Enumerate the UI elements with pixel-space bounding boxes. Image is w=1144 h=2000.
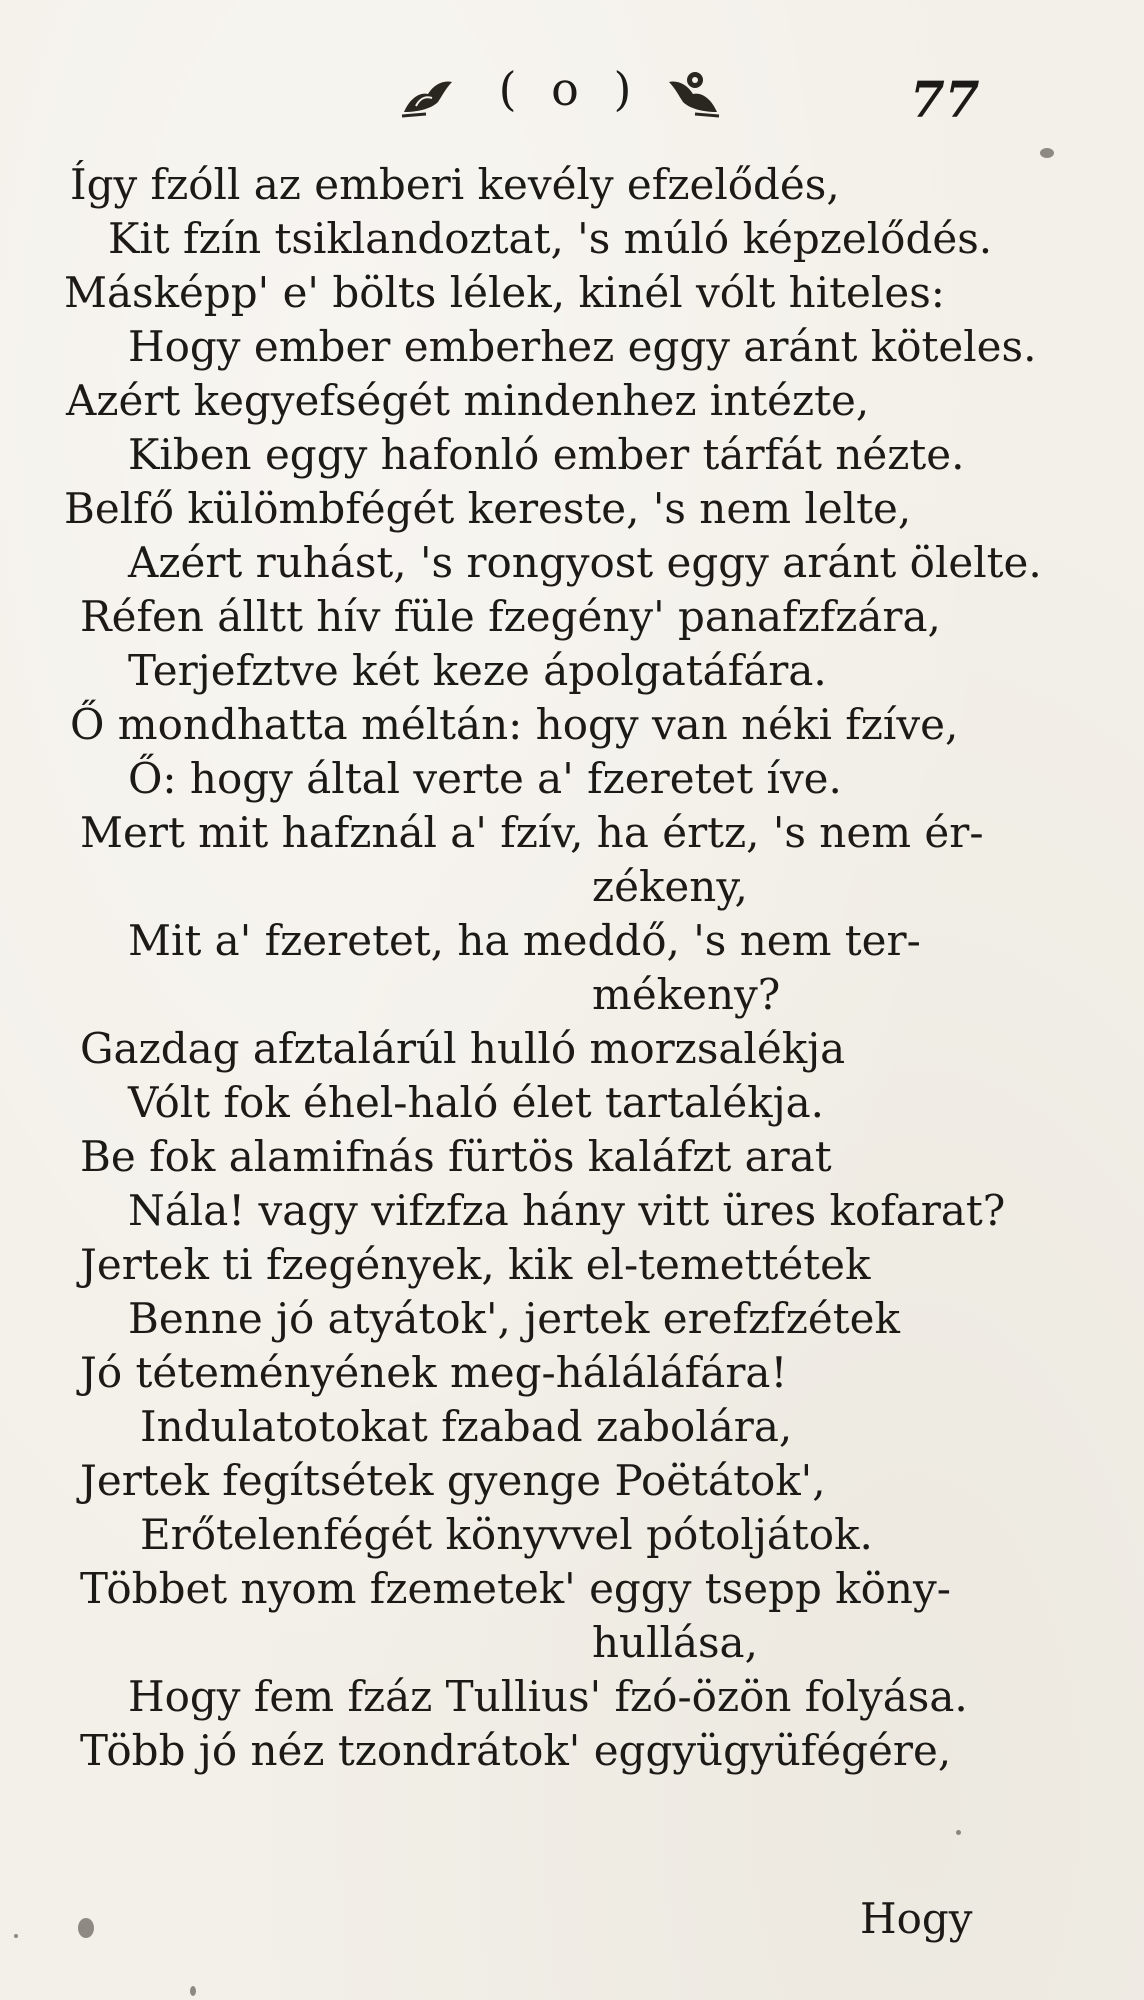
poem-line: Több jó néz tzondrátok' eggyügyüfégére, <box>80 1726 952 1775</box>
poem-line: zékeny, <box>592 862 748 911</box>
poem-line: Hogy fem fzáz Tullius' fzó-özön folyása. <box>128 1672 968 1721</box>
page-header <box>0 62 1144 142</box>
poem-line: Kiben eggy hafonló ember tárfát nézte. <box>128 430 965 479</box>
poem-line: Hogy ember emberhez eggy aránt köteles. <box>128 322 1037 371</box>
poem-line: Jertek ti fzegények, kik el-temettétek <box>80 1240 871 1289</box>
poem-line: Így fzóll az emberi kevély efzelődés, <box>70 160 840 209</box>
ink-speck <box>78 1918 94 1938</box>
poem-line: Jó téteményének meg-háláláfára! <box>80 1348 788 1397</box>
poem-line: Benne jó atyátok', jertek erefzfzétek <box>128 1294 900 1343</box>
poem-line: Jertek fegítsétek gyenge Poëtátok', <box>80 1456 826 1505</box>
poem-line: Mit a' fzeretet, ha meddő, 's nem ter- <box>128 916 921 965</box>
poem-line: mékeny? <box>592 970 781 1019</box>
poem-line: Terjefztve két keze ápolgatáfára. <box>128 646 827 695</box>
poem-line: Mert mit hafznál a' fzív, ha értz, 's nem ér- <box>80 808 984 857</box>
ink-speck <box>14 1934 18 1938</box>
poem-line: Ő: hogy által verte a' fzeretet íve. <box>128 754 842 803</box>
poem-line: Indulatotokat fzabad zabolára, <box>140 1402 793 1451</box>
left-ornament-icon <box>398 68 456 120</box>
poem-line: Ő mondhatta méltán: hogy van néki fzíve, <box>70 700 959 749</box>
poem-line: Többet nyom fzemetek' eggy tsepp köny- <box>80 1564 951 1613</box>
poem-line: Vólt fok éhel-haló élet tartalékja. <box>128 1078 825 1127</box>
right-ornament-icon <box>665 68 723 120</box>
ink-speck <box>956 1830 961 1835</box>
poem-line: Belfő külömbfégét kereste, 's nem lelte, <box>64 484 912 533</box>
poem-line: Nála! vagy vifzfza hány vitt üres kofarat? <box>128 1186 1006 1235</box>
poem-line: Másképp' e' bölts lélek, kinél vólt hiteles: <box>64 268 945 317</box>
poem-line: Gazdag afztalárúl hulló morzsalékja <box>80 1024 846 1073</box>
poem-line: Azért ruhást, 's rongyost eggy aránt ölelte. <box>128 538 1042 587</box>
ink-speck <box>1040 148 1054 158</box>
ink-speck <box>190 1986 196 1996</box>
poem-line: Azért kegyefségét mindenhez intézte, <box>66 376 870 425</box>
poem-line: Kit fzín tsiklandoztat, 's múló képzelődés. <box>108 214 993 263</box>
poem-line: hullása, <box>592 1618 758 1667</box>
poem-line: Erőtelenfégét könyvvel pótoljátok. <box>140 1510 873 1559</box>
page-number: 77 <box>910 70 980 129</box>
catchword: Hogy <box>860 1894 973 1943</box>
header-mark: ( o ) <box>498 62 642 116</box>
poem-line: Réfen álltt hív füle fzegény' panafzfzára, <box>80 592 941 641</box>
poem-line: Be fok alamifnás fürtös kaláfzt arat <box>80 1132 832 1181</box>
